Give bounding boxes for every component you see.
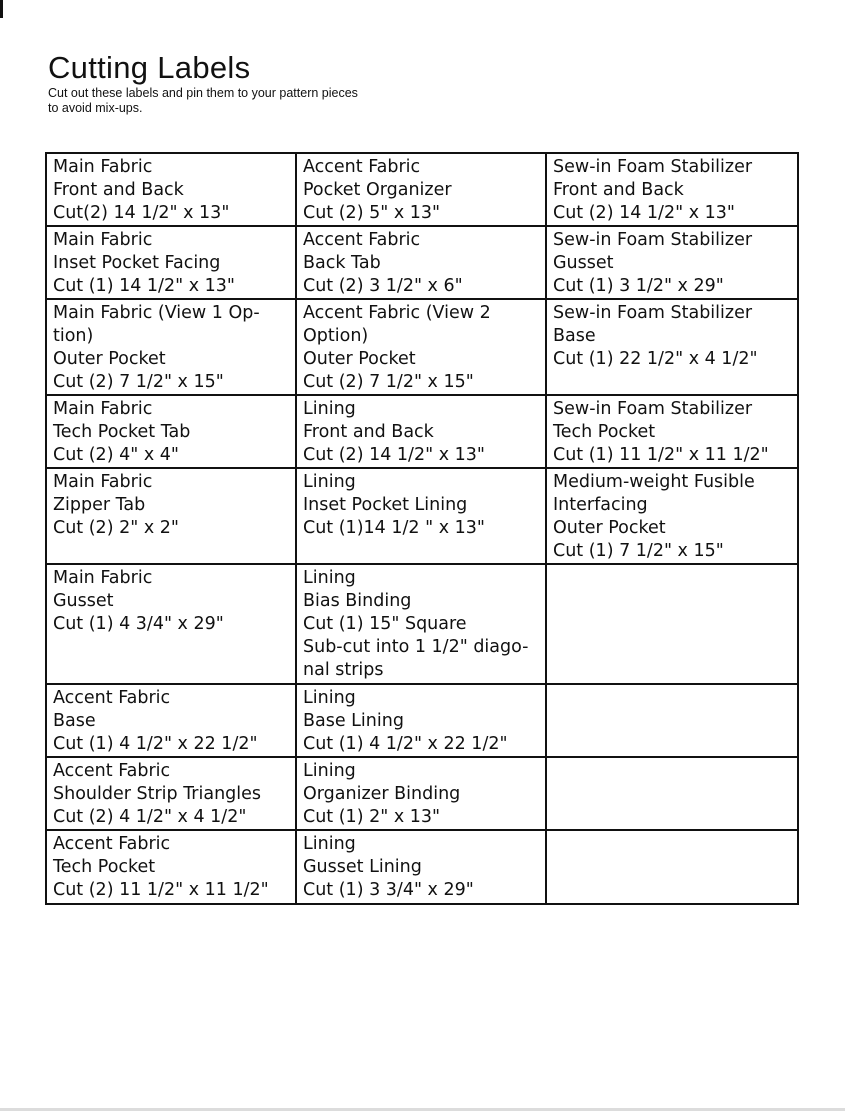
label-cell bbox=[296, 468, 546, 564]
label-material: Accent Fabric bbox=[53, 688, 171, 708]
label-material: Lining bbox=[303, 568, 356, 588]
label-cell bbox=[296, 684, 546, 757]
label-line: Inset Pocket Lining bbox=[303, 495, 468, 515]
label-line: Base Lining bbox=[303, 711, 404, 731]
label-line: Cut (1) 3 3/4" x 29" bbox=[303, 880, 474, 900]
label-line: Cut (2) 3 1/2" x 6" bbox=[303, 276, 463, 296]
label-material: Main Fabric (View 1 Op- bbox=[53, 303, 260, 323]
label-cell bbox=[546, 153, 798, 226]
label-material: Lining bbox=[303, 399, 356, 419]
label-line: Gusset bbox=[553, 253, 614, 273]
label-material: Lining bbox=[303, 834, 356, 854]
label-line: Shoulder Strip Triangles bbox=[53, 784, 262, 804]
label-line: Cut (2) 7 1/2" x 15" bbox=[53, 372, 224, 392]
label-line: Outer Pocket bbox=[553, 518, 666, 538]
label-line: Outer Pocket bbox=[53, 349, 166, 369]
label-line: Cut (1) 22 1/2" x 4 1/2" bbox=[553, 349, 758, 369]
label-cell bbox=[296, 299, 546, 395]
label-line: Gusset bbox=[53, 591, 114, 611]
label-material: Accent Fabric bbox=[303, 230, 421, 250]
table-row bbox=[46, 226, 798, 299]
label-line: Cut (2) 14 1/2" x 13" bbox=[553, 203, 735, 223]
label-material: Accent Fabric bbox=[53, 761, 171, 781]
label-line: Cut (2) 11 1/2" x 11 1/2" bbox=[53, 880, 269, 900]
label-cell bbox=[46, 153, 296, 226]
label-line: Front and Back bbox=[303, 422, 434, 442]
label-cell bbox=[546, 468, 798, 564]
label-material: Sew-in Foam Stabilizer bbox=[553, 303, 753, 323]
label-line: Cut (1) 15" Square bbox=[303, 614, 467, 634]
label-material: Accent Fabric (View 2 bbox=[303, 303, 491, 323]
label-line: Back Tab bbox=[303, 253, 381, 273]
label-material: Sew-in Foam Stabilizer bbox=[553, 157, 753, 177]
label-line: Cut (1)14 1/2 " x 13" bbox=[303, 518, 485, 538]
label-line: Cut (2) 4" x 4" bbox=[53, 445, 179, 465]
label-line: Cut(2) 14 1/2" x 13" bbox=[53, 203, 230, 223]
label-line: Front and Back bbox=[53, 180, 184, 200]
label-cell bbox=[46, 684, 296, 757]
label-line: Option) bbox=[303, 326, 369, 346]
label-line: Interfacing bbox=[553, 495, 648, 515]
label-line: Cut (2) 14 1/2" x 13" bbox=[303, 445, 485, 465]
label-line: Cut (2) 5" x 13" bbox=[303, 203, 441, 223]
empty-label-cell bbox=[546, 564, 798, 684]
label-cell bbox=[46, 226, 296, 299]
label-line: Inset Pocket Facing bbox=[53, 253, 221, 273]
label-material: Main Fabric bbox=[53, 472, 153, 492]
label-line: Tech Pocket Tab bbox=[53, 422, 191, 442]
label-material: Accent Fabric bbox=[303, 157, 421, 177]
label-cell bbox=[46, 299, 296, 395]
label-line: Cut (1) 11 1/2" x 11 1/2" bbox=[553, 445, 769, 465]
label-line: Tech Pocket bbox=[53, 857, 156, 877]
label-line: Cut (1) 4 1/2" x 22 1/2" bbox=[303, 734, 508, 754]
label-material: Sew-in Foam Stabilizer bbox=[553, 399, 753, 419]
label-material: Main Fabric bbox=[53, 399, 153, 419]
label-line: Base bbox=[553, 326, 596, 346]
table-row bbox=[46, 299, 798, 395]
label-material: Medium-weight Fusible bbox=[553, 472, 755, 492]
label-line: Outer Pocket bbox=[303, 349, 416, 369]
empty-label-cell bbox=[546, 830, 798, 904]
page-header bbox=[48, 50, 548, 116]
label-cell bbox=[546, 226, 798, 299]
empty-label-cell bbox=[546, 684, 798, 757]
label-material: Lining bbox=[303, 688, 356, 708]
label-line: Pocket Organizer bbox=[303, 180, 452, 200]
label-line: Tech Pocket bbox=[553, 422, 656, 442]
label-cell bbox=[296, 395, 546, 468]
table-row bbox=[46, 395, 798, 468]
table-row bbox=[46, 564, 798, 684]
subtitle-line: Cut out these labels and pin them to your pattern pieces bbox=[48, 86, 358, 100]
page-title: Cutting Labels bbox=[48, 50, 251, 85]
label-cell bbox=[296, 226, 546, 299]
label-material: Lining bbox=[303, 472, 356, 492]
page-subtitle bbox=[48, 86, 548, 116]
label-cell bbox=[546, 299, 798, 395]
scan-edge-mark bbox=[0, 0, 3, 18]
label-line: Cut (2) 7 1/2" x 15" bbox=[303, 372, 474, 392]
label-material: Main Fabric bbox=[53, 568, 153, 588]
label-cell bbox=[46, 830, 296, 904]
label-line: Cut (1) 4 1/2" x 22 1/2" bbox=[53, 734, 258, 754]
label-line: Sub-cut into 1 1/2" diago- bbox=[303, 637, 529, 657]
label-cell bbox=[546, 395, 798, 468]
table-row bbox=[46, 684, 798, 757]
label-line: Gusset Lining bbox=[303, 857, 422, 877]
label-line: Zipper Tab bbox=[53, 495, 146, 515]
label-cell bbox=[46, 468, 296, 564]
label-material: Main Fabric bbox=[53, 157, 153, 177]
label-line: Cut (1) 7 1/2" x 15" bbox=[553, 541, 724, 561]
label-cell bbox=[296, 153, 546, 226]
label-material: Accent Fabric bbox=[53, 834, 171, 854]
table-row bbox=[46, 468, 798, 564]
label-material: Lining bbox=[303, 761, 356, 781]
label-line: Cut (1) 4 3/4" x 29" bbox=[53, 614, 224, 634]
label-line: Base bbox=[53, 711, 96, 731]
label-line: Cut (2) 2" x 2" bbox=[53, 518, 179, 538]
table-row bbox=[46, 153, 798, 226]
label-cell bbox=[46, 757, 296, 830]
label-material: Sew-in Foam Stabilizer bbox=[553, 230, 753, 250]
label-line: nal strips bbox=[303, 660, 384, 680]
label-cell bbox=[296, 830, 546, 904]
label-line: Front and Back bbox=[553, 180, 684, 200]
label-line: Cut (1) 3 1/2" x 29" bbox=[553, 276, 724, 296]
label-line: Cut (1) 14 1/2" x 13" bbox=[53, 276, 235, 296]
cutting-labels-body bbox=[46, 153, 798, 904]
empty-label-cell bbox=[546, 757, 798, 830]
table-row bbox=[46, 830, 798, 904]
label-cell bbox=[46, 395, 296, 468]
cutting-labels-table bbox=[45, 152, 799, 905]
label-material: Main Fabric bbox=[53, 230, 153, 250]
subtitle-line: to avoid mix-ups. bbox=[48, 101, 143, 115]
label-cell bbox=[46, 564, 296, 684]
label-line: tion) bbox=[53, 326, 94, 346]
label-cell bbox=[296, 757, 546, 830]
label-line: Cut (1) 2" x 13" bbox=[303, 807, 441, 827]
table-row bbox=[46, 757, 798, 830]
label-line: Organizer Binding bbox=[303, 784, 461, 804]
label-cell bbox=[296, 564, 546, 684]
label-line: Cut (2) 4 1/2" x 4 1/2" bbox=[53, 807, 247, 827]
label-line: Bias Binding bbox=[303, 591, 412, 611]
